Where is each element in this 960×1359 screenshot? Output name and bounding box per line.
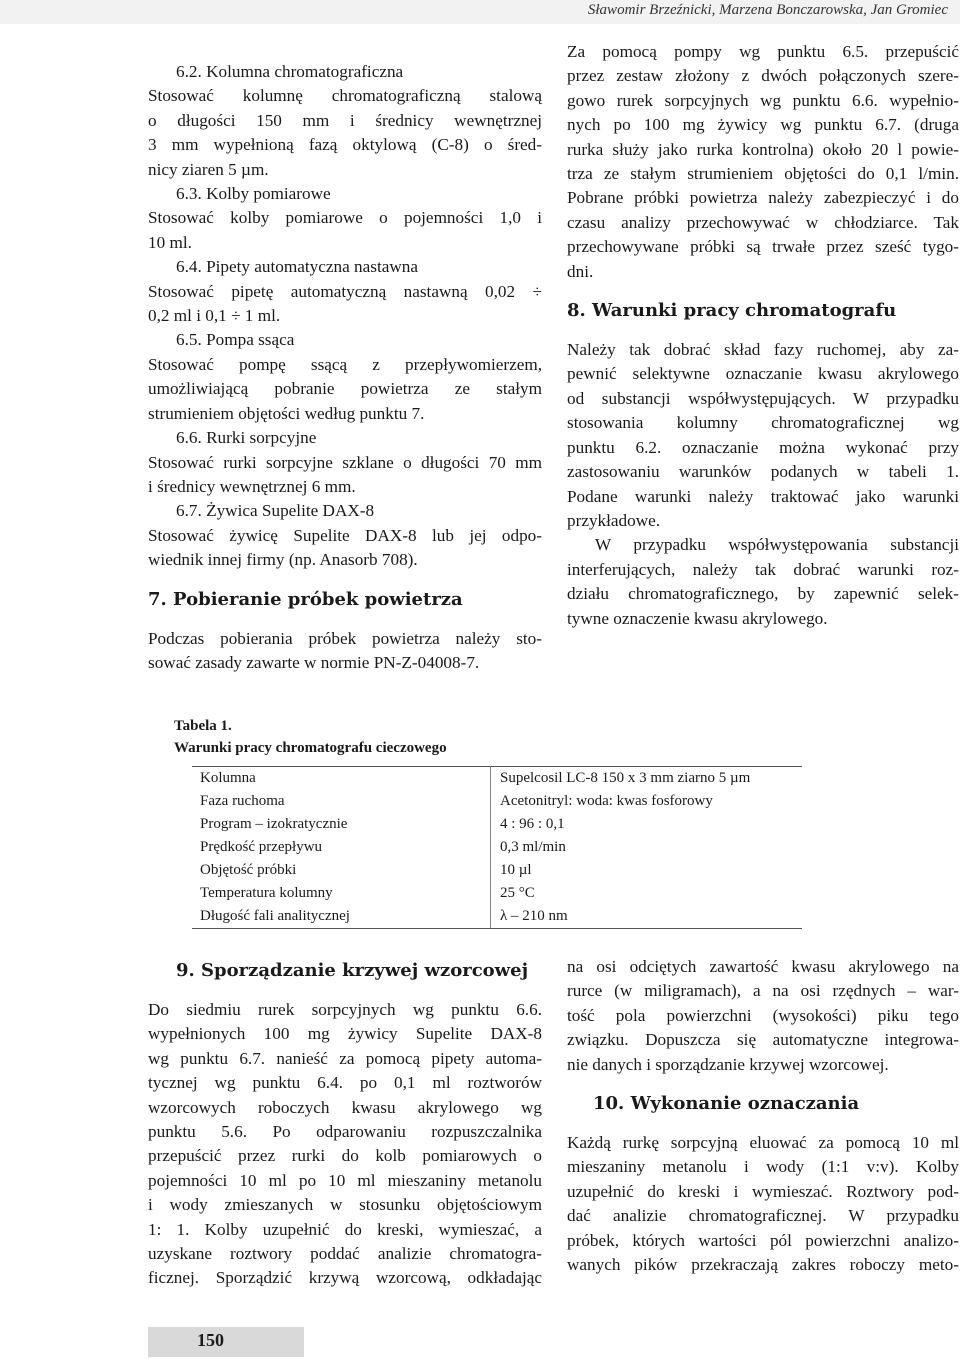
table-row (192, 790, 802, 813)
calibration-cont-line: związku. Dopuszcza się automatyczne integrowa- (567, 1030, 959, 1050)
section-6-2-line: 3 mm wypełnioną fazą oktylową (C-8) o śred- (148, 135, 542, 155)
section-6-4-line: 0,2 ml i 0,1 ÷ 1 ml. (148, 306, 281, 326)
interference-paragraph-line: tywne oznaczenie kwasu akrylowego. (567, 608, 828, 628)
calibration-cont-line: tość pola powierzchni (wysokości) piku tego (567, 1005, 959, 1025)
conditions-paragraph-line: przykładowe. (567, 510, 661, 530)
determination-paragraph-line: próbek, których wartości pól powierzchni analizo- (567, 1230, 959, 1250)
table-cell-value: Supelcosil LC-8 150 x 3 mm ziarno 5 µm (500, 770, 751, 786)
calibration-paragraph-line: Do siedmiu rurek sorpcyjnych wg punktu 6.6. (148, 1000, 542, 1019)
table-title: Warunki pracy chromatografu cieczowego (174, 740, 447, 756)
section-7-line: sować zasady zawarte w normie PN-Z-04008-7. (148, 652, 480, 672)
determination-paragraph-line: wanych pików przekraczają zakres roboczy meto- (567, 1255, 959, 1275)
table-cell-key: Kolumna (200, 770, 256, 786)
calibration-paragraph-line: przepuścić przez rurki do kolb pomiarowych o (148, 1146, 542, 1166)
header-authors: Sławomir Brzeźnicki, Marzena Bonczarowska, Jan Gromiec (587, 2, 948, 18)
table-row (192, 813, 802, 836)
section-6-7-line: wiednik innej firmy (np. Anasorb 708). (148, 550, 418, 570)
table-cell-key: Temperatura kolumny (200, 885, 333, 901)
section-6-6-line: Stosować rurki sorpcyjne szklane o długości 70 mm (148, 452, 542, 472)
table-row (192, 767, 802, 790)
section-6-3-line: Stosować kolby pomiarowe o pojemności 1,0 i (148, 208, 542, 228)
calibration-paragraph-line: tycznej wg punktu 6.4. po 0,1 ml roztworów (148, 1073, 542, 1093)
interference-paragraph-line: działu chromatograficznego, by zapewnić selek- (567, 584, 959, 604)
table-row (192, 859, 802, 882)
table-cell-key: Długość fali analitycznej (200, 908, 350, 924)
calibration-paragraph-line: i wody zmieszanych w stosunku objętościowym (148, 1195, 542, 1215)
table-cell-value: Acetonitryl: woda: kwas fosforowy (500, 793, 713, 809)
heading-section-10: 10. Wykonanie oznaczania (593, 1093, 860, 1115)
section-6-3-line: 10 ml. (148, 232, 192, 252)
table-cell-key: Program – izokratycznie (200, 816, 348, 832)
conditions-paragraph-line: Podane warunki należy traktować jako warunki (567, 486, 959, 506)
table-cell-value: 0,3 ml/min (500, 839, 566, 855)
section-6-7-title: 6.7. Żywica Supelite DAX-8 (176, 501, 375, 521)
interference-paragraph-line: interferujących, należy tak dobrać warunki roz- (567, 559, 959, 579)
conditions-table (192, 766, 802, 929)
conditions-paragraph-line: od substancji współwystępujących. W przypadku (567, 388, 959, 408)
heading-section-8: 8. Warunki pracy chromatografu (567, 300, 897, 322)
heading-section-7: 7. Pobieranie próbek powietrza (148, 588, 463, 610)
calibration-paragraph-line: pojemności 10 ml po 10 ml mieszaniny metanolu (148, 1170, 542, 1190)
table-label: Tabela 1. (174, 718, 232, 734)
left-column-top (148, 60, 542, 675)
interference-paragraph-line: W przypadku współwystępowania substancji (595, 535, 959, 555)
calibration-paragraph-line: 1: 1. Kolby uzupełnić do kreski, wymieszać, a (148, 1219, 542, 1239)
left-column-bottom (148, 958, 542, 1291)
calibration-paragraph-line: wypełnionych 100 mg żywicy Supelite DAX-8 (148, 1024, 542, 1044)
determination-paragraph-line: uzupełnić do kreski i wymieszać. Roztwory pod- (567, 1181, 959, 1201)
table-cell-value: 25 °C (500, 885, 535, 901)
table-cell-value: 4 : 96 : 0,1 (500, 816, 565, 832)
conditions-paragraph-line: punktu 6.2. oznaczanie można wykonać przy (567, 437, 959, 457)
section-6-6-title: 6.6. Rurki sorpcyjne (176, 428, 317, 448)
section-6-7-line: Stosować żywicę Supelite DAX-8 lub jej odpo- (148, 525, 542, 545)
right-column-top (567, 40, 959, 631)
sampling-paragraph-line: rurka służy jako rurka kontrolna) około 20 l powie- (567, 139, 959, 159)
section-6-5-line: strumieniem objętości według punktu 7. (148, 403, 425, 423)
sampling-paragraph-line: Pobrane próbki powietrza należy zabezpieczyć i do (567, 188, 959, 208)
page-footer (148, 1327, 304, 1357)
calibration-paragraph-line: uzyskane roztwory poddać analizie chromatogra- (148, 1244, 542, 1264)
determination-paragraph-line: dać analizie chromatograficznej. W przypadku (567, 1206, 959, 1226)
table-cell-key: Faza ruchoma (200, 793, 285, 809)
table-row (192, 905, 802, 928)
page-number: 150 (197, 1330, 224, 1350)
sampling-paragraph-line: czasu analizy przechowywać w chłodziarce. Tak (567, 212, 959, 232)
table-column-divider (490, 766, 491, 928)
table-row (192, 836, 802, 859)
sampling-paragraph-line: przez zestaw złożony z dwóch połączonych szere- (567, 66, 959, 86)
section-6-3-title: 6.3. Kolby pomiarowe (176, 184, 331, 204)
section-6-2-line: Stosować kolumnę chromatograficzną stalową (148, 86, 542, 106)
conditions-paragraph-line: zastosowaniu warunków podanych w tabeli 1. (567, 462, 959, 482)
section-7-line: Podczas pobierania próbek powietrza należy sto- (148, 628, 542, 648)
section-6-2-line: nicy ziaren 5 µm. (148, 159, 269, 179)
sampling-paragraph-line: przechowywane próbki są trwałe przez sześć tygo- (567, 237, 959, 257)
table-row (192, 882, 802, 905)
calibration-paragraph-line: wg punktu 6.7. nanieść za pomocą pipety automa- (148, 1048, 542, 1068)
table-cell-key: Prędkość przepływu (200, 839, 323, 855)
running-header (0, 0, 960, 24)
section-6-2-line: o długości 150 mm i średnicy wewnętrznej (148, 110, 542, 130)
section-6-2-title: 6.2. Kolumna chromatograficzna (176, 62, 404, 81)
table-caption (174, 715, 447, 759)
section-6-5-title: 6.5. Pompa ssąca (176, 330, 295, 350)
sampling-paragraph-line: gowo rurek sorpcyjnych wg punktu 6.6. wypełnio- (567, 90, 959, 110)
determination-paragraph-line: Każdą rurkę sorpcyjną eluować za pomocą 10 ml (567, 1133, 959, 1153)
calibration-paragraph-line: wzorcowych roboczych kwasu akrylowego wg (148, 1097, 542, 1117)
sampling-paragraph-line: Za pomocą pompy wg punktu 6.5. przepuścić (567, 42, 959, 61)
table-cell-value: λ – 210 nm (500, 908, 568, 924)
conditions-paragraph-line: Należy tak dobrać skład fazy ruchomej, aby za- (567, 340, 959, 360)
section-6-5-line: umożliwiającą pobranie powietrza ze stałym (148, 379, 542, 399)
table-cell-value: 10 µl (500, 862, 532, 878)
calibration-paragraph-line: punktu 5.6. Po odparowaniu rozpuszczalnika (148, 1122, 542, 1142)
conditions-paragraph-line: stosowania kolumny chromatograficznej wg (567, 413, 959, 433)
table-cell-key: Objętość próbki (200, 862, 297, 878)
section-6-4-title: 6.4. Pipety automatyczna nastawna (176, 257, 418, 277)
sampling-paragraph-line: dni. (567, 261, 594, 281)
section-6-6-line: i średnicy wewnętrznej 6 mm. (148, 476, 356, 496)
section-6-4-line: Stosować pipetę automatyczną nastawną 0,02 ÷ (148, 281, 542, 301)
calibration-cont-line: na osi odciętych zawartość kwasu akrylowego na (567, 957, 959, 976)
sampling-paragraph-line: trza ze stałym strumieniem objętości do 0,1 l/min. (567, 164, 959, 184)
conditions-paragraph-line: pewnić selektywne oznaczanie kwasu akrylowego (567, 364, 959, 384)
sampling-paragraph-line: nych po 100 mg żywicy wg punktu 6.7. (druga (567, 115, 959, 135)
right-column-bottom (567, 955, 959, 1277)
calibration-cont-line: rurce (w miligramach), a na osi rzędnych – war- (567, 981, 959, 1001)
section-6-5-line: Stosować pompę ssącą z przepływomierzem, (148, 354, 542, 374)
heading-section-9: 9. Sporządzanie krzywej wzorcowej (176, 960, 529, 981)
determination-paragraph-line: mieszaniny metanolu i wody (1:1 v:v). Kolby (567, 1157, 959, 1177)
calibration-paragraph-line: ficznej. Sporządzić krzywą wzorcową, odkładając (148, 1268, 542, 1288)
calibration-cont-line: nie danych i sporządzanie krzywej wzorcowej. (567, 1054, 889, 1074)
